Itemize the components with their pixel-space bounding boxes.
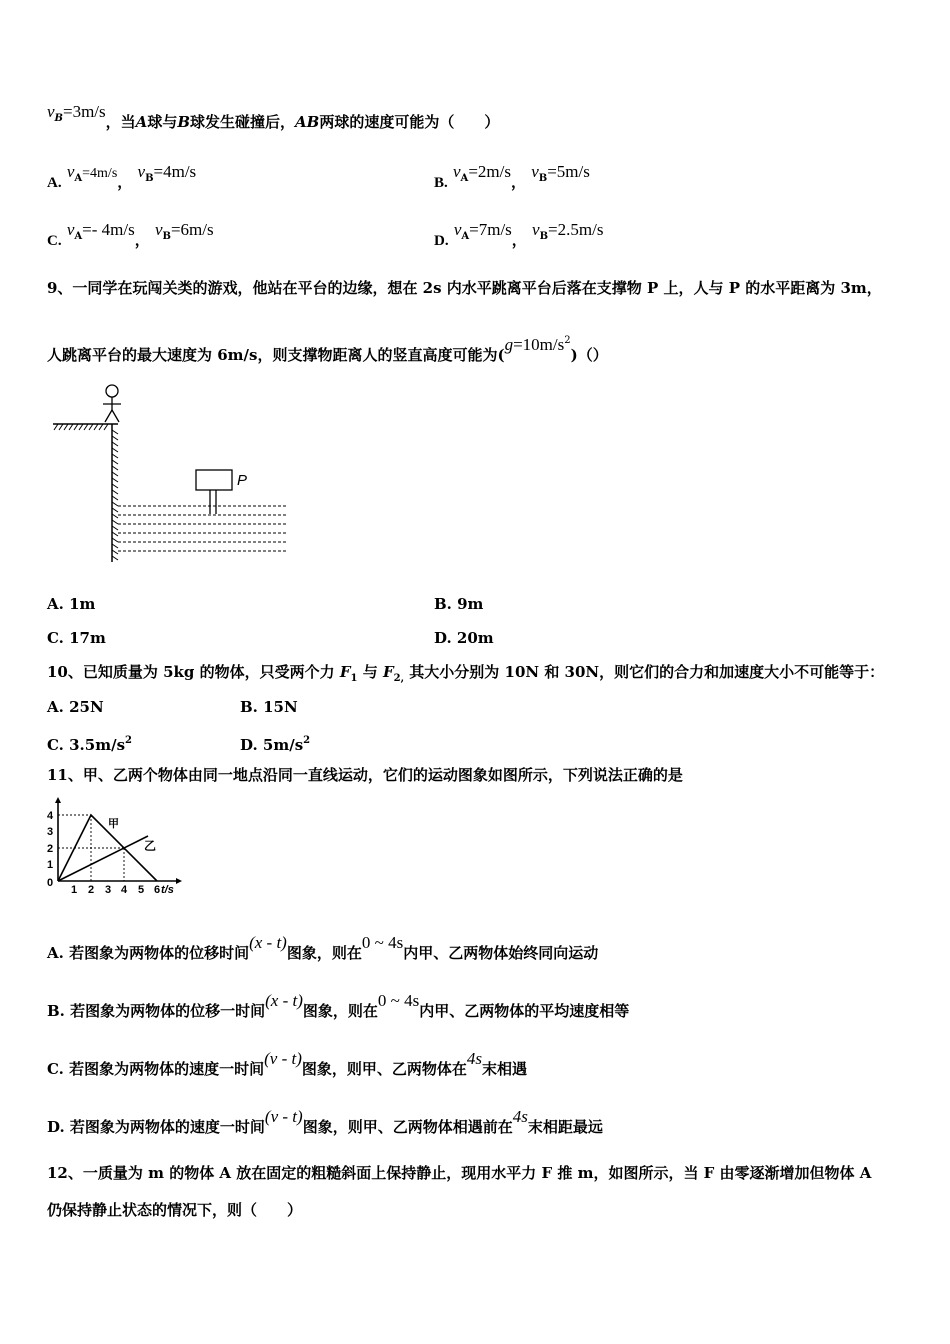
q8-stem: $v_B=3m/s$，当A球与B球发生碰撞后，AB两球的速度可能为（ ）	[47, 102, 500, 131]
q8-option-a[interactable]: A. $v_A=4m/s$， $v_B=4m/s$	[47, 162, 197, 191]
q9-platform-figure	[48, 382, 298, 567]
x-tick: 6	[154, 884, 161, 896]
y-tick: 3	[47, 826, 54, 838]
label-jia: 甲	[108, 818, 119, 830]
q10-option-d[interactable]: D. $5m/s^2$	[240, 735, 311, 754]
q10-option-b[interactable]: B. 15N	[240, 698, 298, 716]
x-tick: 2	[88, 884, 95, 896]
q9-option-d[interactable]: D. 20m	[434, 629, 494, 647]
y-tick: 2	[47, 843, 54, 855]
q12-stem-line1: 12、一质量为 m 的物体 A 放在固定的粗糙斜面上保持静止，现用水平力 F 推 m，如图所示，当 F 由零逐渐增加但物体 A	[47, 1164, 872, 1182]
q8-option-c[interactable]: C. $v_A=-$ 4m/s， $v_B=6m/s$	[47, 220, 214, 249]
q8-option-b[interactable]: B. $v_A=2m/s$， $v_B=5m/s$	[434, 162, 590, 191]
q11-option-d[interactable]: D. 若图象为两物体的速度一时间(v - t)图象，则甲、乙两物体相遇前在4s末相距最远	[47, 1107, 603, 1136]
q11-option-b[interactable]: B. 若图象为两物体的位移一时间(x - t)图象，则在0 ~ 4s内甲、乙两物体的平均速度相等	[47, 991, 630, 1020]
q10-option-a[interactable]: A. 25N	[47, 698, 104, 716]
x-unit: t/s	[161, 884, 174, 896]
x-tick: 5	[138, 884, 145, 896]
x-tick: 4	[121, 884, 128, 896]
label-yi: 乙	[144, 839, 157, 853]
q11-stem: 11、甲、乙两个物体由同一地点沿同一直线运动，它们的运动图象如图所示，下列说法正确的是	[47, 766, 683, 784]
q9-stem-line1: 9、一同学在玩闯关类的游戏，他站在平台的边缘，想在 2s 内水平跳离平台后落在支撑物 P 上，人与 P 的水平距离为 3m，	[47, 279, 882, 297]
q12-stem-line2: 仍保持静止状态的情况下，则（ ）	[47, 1201, 303, 1219]
q10-stem: 10、已知质量为 5kg 的物体，只受两个力 $F_1$ 与 $F_{2,}$ 其大小分别为 10N 和 30N，则它们的合力和加速度大小不可能等于：	[47, 663, 885, 684]
q9-option-c[interactable]: C. 17m	[47, 629, 106, 647]
q10-option-c[interactable]: C. $3.5m/s^2$	[47, 735, 132, 754]
x-tick: 1	[71, 884, 78, 896]
q9-stem-line2: 人跳离平台的最大速度为 6m/s，则支撑物距离人的竖直高度可能为$(g=10m/s^2)()$	[47, 335, 608, 364]
y-tick: 1	[47, 859, 54, 871]
q9-option-a[interactable]: A. 1m	[47, 595, 96, 613]
y-tick: 4	[47, 810, 54, 822]
water-lines	[118, 506, 288, 551]
y-tick: 0	[47, 877, 54, 889]
support-block	[196, 470, 232, 490]
q8-option-d[interactable]: D. $v_A=7m/s$， $v_B=2.5m/s$	[434, 220, 604, 249]
support-label: P	[237, 472, 248, 489]
q11-option-c[interactable]: C. 若图象为两物体的速度一时间(v - t)图象，则甲、乙两物体在4s末相遇	[47, 1049, 528, 1078]
q11-option-a[interactable]: A. 若图象为两物体的位移时间(x - t)图象，则在0 ~ 4s内甲、乙两物体始终同向运动	[47, 933, 599, 962]
x-tick: 3	[105, 884, 112, 896]
q11-motion-graph	[44, 797, 184, 897]
q9-option-b[interactable]: B. 9m	[434, 595, 484, 613]
person-icon	[103, 385, 121, 422]
